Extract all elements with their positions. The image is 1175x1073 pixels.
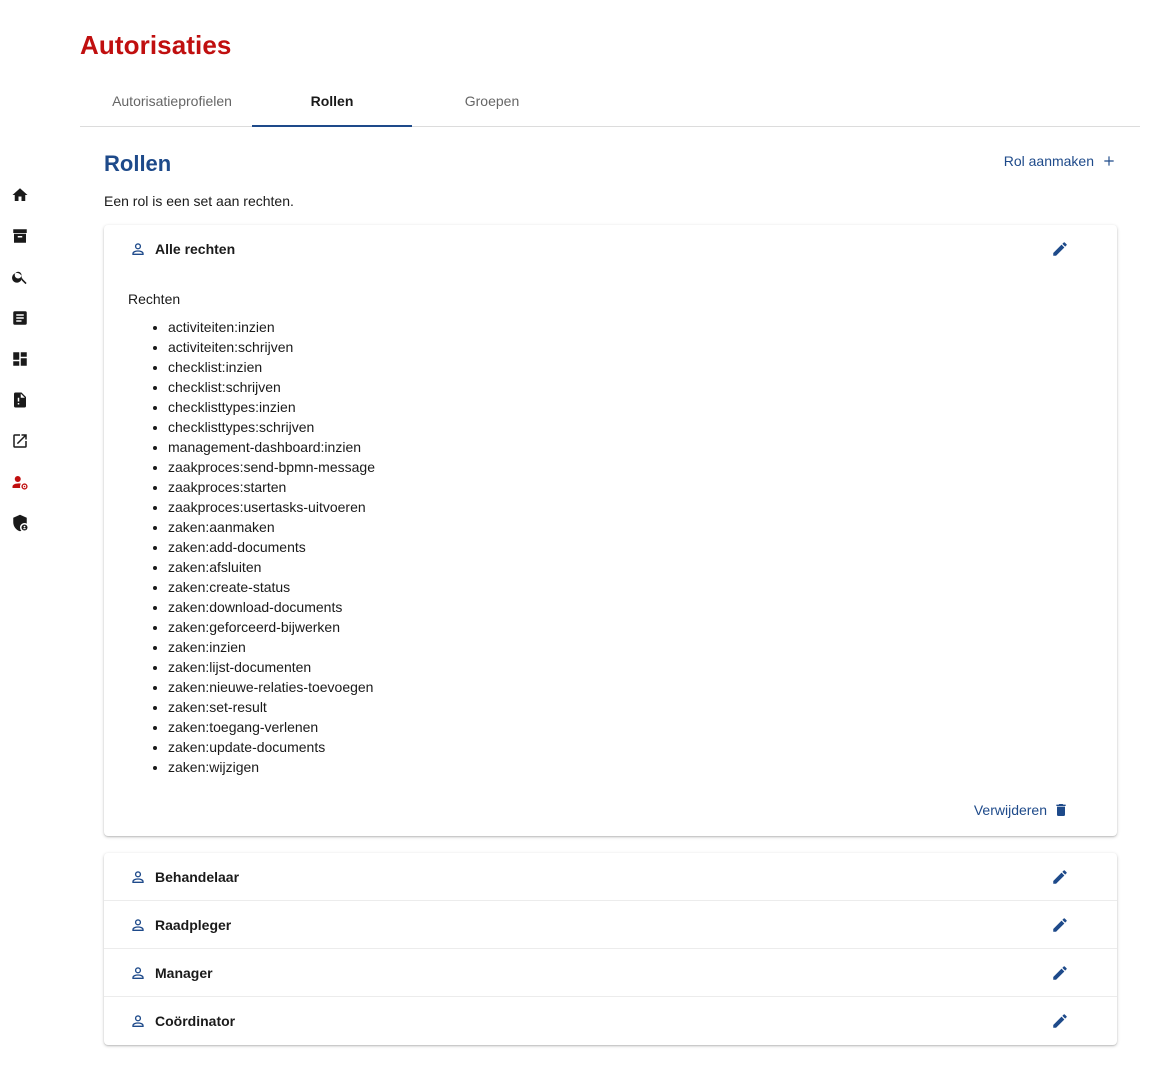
rights-label: Rechten xyxy=(128,291,181,307)
dashboard-icon[interactable] xyxy=(11,350,29,368)
right-item: • zaken:create-status xyxy=(168,577,375,597)
right-item: • zaakproces:starten xyxy=(168,477,375,497)
role-list xyxy=(104,853,1117,1045)
right-item: • zaken:toegang-verlenen xyxy=(168,717,375,737)
person-icon xyxy=(130,917,146,933)
role-name: Behandelaar xyxy=(155,868,240,885)
create-role-label: Rol aanmaken xyxy=(1003,153,1094,169)
page-title: Autorisaties xyxy=(80,30,232,60)
person-icon xyxy=(130,241,146,257)
role-row-raadpleger[interactable] xyxy=(104,901,1117,949)
home-icon[interactable] xyxy=(11,186,29,204)
tab-rollen[interactable]: Rollen xyxy=(252,76,412,126)
right-item: • zaken:wijzigen xyxy=(168,757,375,777)
right-item: • zaken:aanmaken xyxy=(168,517,375,537)
right-item: • checklisttypes:inzien xyxy=(168,397,375,417)
right-item: • zaken:download-documents xyxy=(168,597,375,617)
trash-icon xyxy=(1053,802,1069,818)
role-header[interactable] xyxy=(104,225,1117,273)
create-role-button[interactable] xyxy=(1004,151,1116,171)
role-row-behandelaar[interactable] xyxy=(104,853,1117,901)
admin-shield-icon[interactable] xyxy=(11,514,29,532)
person-icon xyxy=(130,1013,146,1029)
edit-icon[interactable] xyxy=(1051,240,1069,258)
role-name: Alle rechten xyxy=(155,241,236,257)
right-item: • zaken:set-result xyxy=(168,697,375,717)
right-item: • zaakproces:send-bpmn-message xyxy=(168,457,375,477)
right-item: • checklist:schrijven xyxy=(168,377,375,397)
role-row-manager[interactable] xyxy=(104,949,1117,997)
right-item: • checklisttypes:schrijven xyxy=(168,417,375,437)
search-icon[interactable] xyxy=(11,268,29,286)
right-item: • activiteiten:schrijven xyxy=(168,337,375,357)
document-icon[interactable] xyxy=(11,309,29,327)
edit-icon[interactable] xyxy=(1051,916,1069,934)
rights-list xyxy=(128,317,375,777)
role-card-expanded xyxy=(104,225,1117,836)
role-row-coordinator[interactable] xyxy=(104,997,1117,1045)
right-item: • zaakproces:usertasks-uitvoeren xyxy=(168,497,375,517)
edit-icon[interactable] xyxy=(1051,964,1069,982)
delete-role-button[interactable] xyxy=(974,802,1069,818)
right-item: • zaken:afsluiten xyxy=(168,557,375,577)
right-item: • zaken:add-documents xyxy=(168,537,375,557)
tab-bar xyxy=(80,76,1140,127)
role-name: Coördinator xyxy=(155,1013,236,1029)
person-icon xyxy=(130,869,146,885)
edit-icon[interactable] xyxy=(1051,1012,1069,1030)
user-settings-icon[interactable] xyxy=(11,473,29,491)
right-item: • zaken:update-documents xyxy=(168,737,375,757)
right-item: • zaken:nieuwe-relaties-toevoegen xyxy=(168,677,375,697)
right-item: • checklist:inzien xyxy=(168,357,375,377)
open-in-new-icon[interactable] xyxy=(11,432,29,450)
person-icon xyxy=(130,965,146,981)
right-item: • zaken:geforceerd-bijwerken xyxy=(168,617,375,637)
right-item: • zaken:inzien xyxy=(168,637,375,657)
tab-autorisatieprofielen[interactable]: Autorisatieprofielen xyxy=(112,93,232,109)
edit-icon[interactable] xyxy=(1051,868,1069,886)
role-name: Raadpleger xyxy=(155,916,232,933)
section-title: Rollen xyxy=(104,151,172,176)
tab-groepen[interactable]: Groepen xyxy=(464,93,520,109)
role-name: Manager xyxy=(155,964,213,981)
right-item: • zaken:lijst-documenten xyxy=(168,657,375,677)
archive-icon[interactable] xyxy=(11,227,29,245)
section-description: Een rol is een set aan rechten. xyxy=(104,193,294,209)
delete-label: Verwijderen xyxy=(973,802,1047,818)
plus-icon xyxy=(1102,154,1116,168)
right-item: • activiteiten:inzien xyxy=(168,317,375,337)
right-item: • management-dashboard:inzien xyxy=(168,437,375,457)
report-icon[interactable] xyxy=(11,391,29,409)
